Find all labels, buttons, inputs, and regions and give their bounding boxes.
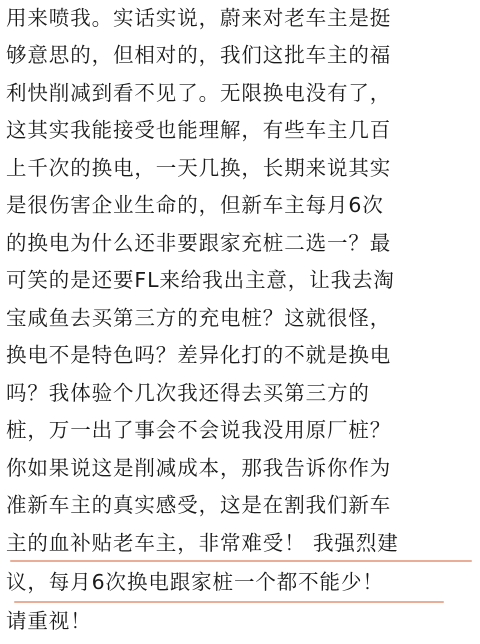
text-line-16: 议，每月6次换电跟家桩一个都不能少！	[6, 570, 384, 594]
text-line-3: 利快削减到看不见了。无限换电没有了，	[6, 81, 392, 105]
text-line-4: 这其实我能接受也能理解，有些车主几百	[6, 118, 392, 142]
text-line-1: 用来喷我。实话实说，蔚来对老车主是挺	[6, 6, 392, 30]
text-line-5: 上千次的换电，一天几换，长期来说其实	[6, 156, 392, 180]
text-line-14: 准新车主的真实感受，这是在割我们新车	[6, 493, 392, 517]
highlight-underline-2	[14, 601, 444, 603]
text-line-9: 宝咸鱼去买第三方的充电桩？这就很怪，	[6, 306, 392, 330]
text-line-13: 你如果说这是削减成本，那我告诉你作为	[6, 456, 392, 480]
text-line-10: 换电不是特色吗？差异化打的不就是换电	[6, 343, 392, 367]
highlight-underline-1	[10, 560, 472, 562]
text-line-8: 可笑的是还要FL来给我出主意，让我去淘	[6, 268, 395, 292]
text-line-2: 够意思的，但相对的，我们这批车主的福	[6, 43, 392, 67]
text-line-12: 桩，万一出了事会不会说我没用原厂桩？	[6, 418, 392, 442]
text-line-11: 吗？我体验个几次我还得去买第三方的	[6, 381, 370, 405]
text-line-17: 请重视！	[6, 609, 92, 633]
text-line-6: 是很伤害企业生命的，但新车主每月6次	[6, 193, 384, 217]
text-line-15: 主的血补贴老车主，非常难受！ 我强烈建	[6, 531, 399, 555]
text-line-7: 的换电为什么还非要跟家充桩二选一？最	[6, 231, 392, 255]
